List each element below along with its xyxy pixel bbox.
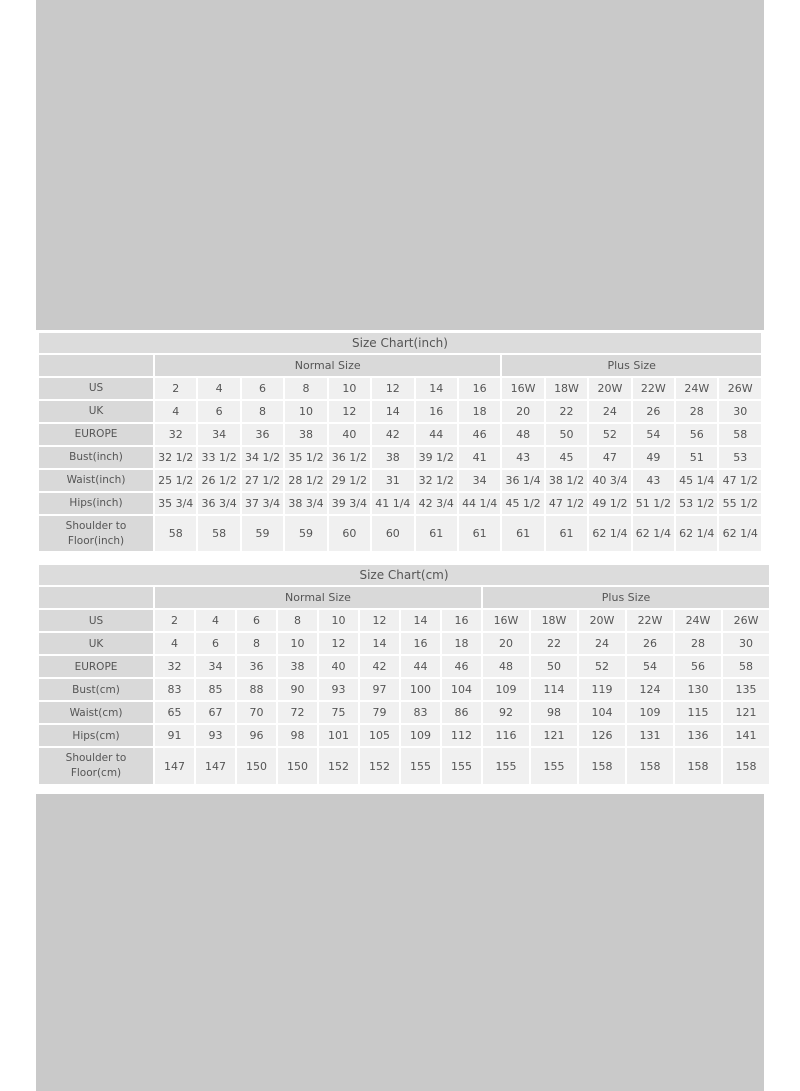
table-cell: 58 <box>155 516 196 551</box>
table-cell: 97 <box>360 679 399 700</box>
table-cell: 34 <box>198 424 239 445</box>
table-cell: 114 <box>531 679 577 700</box>
row-label: UK <box>39 633 153 654</box>
table-cell: 18 <box>442 633 481 654</box>
size-chart-inch-table <box>37 331 763 553</box>
row-label: Bust(cm) <box>39 679 153 700</box>
table-cell: 42 3/4 <box>416 493 457 514</box>
table-cell: 62 1/4 <box>589 516 630 551</box>
table-cell: 115 <box>675 702 721 723</box>
table-cell: 34 <box>196 656 235 677</box>
row-label: Bust(inch) <box>39 447 153 468</box>
table-cell: 58 <box>719 424 761 445</box>
table-cell: 20W <box>589 378 630 399</box>
table-cell: 20W <box>579 610 625 631</box>
table-cell: 47 1/2 <box>546 493 587 514</box>
table-row <box>39 378 761 399</box>
table-cell: 65 <box>155 702 194 723</box>
table-cell: 6 <box>196 633 235 654</box>
table-cell: 48 <box>502 424 543 445</box>
table-cell: 30 <box>719 401 761 422</box>
table-cell: 6 <box>198 401 239 422</box>
table-cell: 93 <box>319 679 358 700</box>
size-chart-cm-title: Size Chart(cm) <box>39 565 769 585</box>
table-cell: 158 <box>579 748 625 783</box>
table-cell: 51 <box>676 447 717 468</box>
corner-cell <box>39 587 153 608</box>
table-cell: 44 1/4 <box>459 493 500 514</box>
table-cell: 41 <box>459 447 500 468</box>
table-cell: 28 <box>676 401 717 422</box>
table-cell: 38 <box>372 447 413 468</box>
table-cell: 91 <box>155 725 194 746</box>
table-cell: 60 <box>329 516 370 551</box>
table-cell: 51 1/2 <box>633 493 674 514</box>
table-cell: 101 <box>319 725 358 746</box>
table-cell: 92 <box>483 702 529 723</box>
table-cell: 100 <box>401 679 440 700</box>
table-cell: 83 <box>401 702 440 723</box>
table-cell: 141 <box>723 725 769 746</box>
table-cell: 24W <box>676 378 717 399</box>
row-label: Shoulder to Floor(cm) <box>39 748 153 783</box>
table-cell: 58 <box>198 516 239 551</box>
table-cell: 36 1/2 <box>329 447 370 468</box>
table-cell: 2 <box>155 378 196 399</box>
table-cell: 147 <box>155 748 194 783</box>
table-cell: 38 <box>285 424 326 445</box>
table-cell: 150 <box>278 748 317 783</box>
row-label: US <box>39 610 153 631</box>
table-cell: 61 <box>546 516 587 551</box>
table-cell: 40 <box>319 656 358 677</box>
table-cell: 109 <box>627 702 673 723</box>
row-label: Hips(cm) <box>39 725 153 746</box>
table-cell: 136 <box>675 725 721 746</box>
table-cell: 44 <box>401 656 440 677</box>
table-cell: 24 <box>579 633 625 654</box>
table-cell: 98 <box>278 725 317 746</box>
table-cell: 46 <box>459 424 500 445</box>
table-cell: 30 <box>723 633 769 654</box>
row-label: UK <box>39 401 153 422</box>
group-header: Plus Size <box>502 355 761 376</box>
table-cell: 8 <box>278 610 317 631</box>
table-cell: 119 <box>579 679 625 700</box>
table-cell: 86 <box>442 702 481 723</box>
table-cell: 61 <box>459 516 500 551</box>
table-cell: 18W <box>546 378 587 399</box>
table-cell: 155 <box>483 748 529 783</box>
table-cell: 12 <box>329 401 370 422</box>
table-cell: 40 <box>329 424 370 445</box>
table-cell: 88 <box>237 679 276 700</box>
table-row <box>39 725 769 746</box>
table-cell: 10 <box>285 401 326 422</box>
corner-cell <box>39 355 153 376</box>
table-cell: 85 <box>196 679 235 700</box>
gray-canvas <box>36 0 764 1091</box>
row-label: Waist(inch) <box>39 470 153 491</box>
table-cell: 79 <box>360 702 399 723</box>
table-cell: 43 <box>633 470 674 491</box>
table-cell: 98 <box>531 702 577 723</box>
table-row <box>39 493 761 514</box>
table-cell: 42 <box>372 424 413 445</box>
table-row <box>39 401 761 422</box>
table-cell: 24 <box>589 401 630 422</box>
row-label: Hips(inch) <box>39 493 153 514</box>
table-cell: 32 1/2 <box>155 447 196 468</box>
table-row <box>39 702 769 723</box>
table-row <box>39 633 769 654</box>
table-cell: 147 <box>196 748 235 783</box>
table-cell: 90 <box>278 679 317 700</box>
table-cell: 6 <box>242 378 283 399</box>
table-cell: 32 <box>155 424 196 445</box>
table-cell: 16 <box>442 610 481 631</box>
table-cell: 16W <box>502 378 543 399</box>
table-cell: 152 <box>319 748 358 783</box>
table-row <box>39 748 769 783</box>
table-cell: 48 <box>483 656 529 677</box>
table-cell: 121 <box>723 702 769 723</box>
table-cell: 62 1/4 <box>633 516 674 551</box>
table-cell: 43 <box>502 447 543 468</box>
table-cell: 61 <box>502 516 543 551</box>
table-cell: 35 1/2 <box>285 447 326 468</box>
table-cell: 36 1/4 <box>502 470 543 491</box>
table-row <box>39 470 761 491</box>
table-cell: 116 <box>483 725 529 746</box>
table-cell: 4 <box>155 633 194 654</box>
table-cell: 67 <box>196 702 235 723</box>
table-cell: 32 1/2 <box>416 470 457 491</box>
table-cell: 70 <box>237 702 276 723</box>
table-cell: 4 <box>196 610 235 631</box>
row-label: Shoulder to Floor(inch) <box>39 516 153 551</box>
table-cell: 45 1/4 <box>676 470 717 491</box>
table-cell: 155 <box>531 748 577 783</box>
table-cell: 59 <box>242 516 283 551</box>
table-cell: 152 <box>360 748 399 783</box>
table-cell: 104 <box>442 679 481 700</box>
table-cell: 12 <box>372 378 413 399</box>
table-cell: 26W <box>723 610 769 631</box>
table-cell: 28 1/2 <box>285 470 326 491</box>
table-cell: 56 <box>676 424 717 445</box>
table-cell: 52 <box>579 656 625 677</box>
table-cell: 22W <box>633 378 674 399</box>
table-cell: 8 <box>285 378 326 399</box>
table-cell: 62 1/4 <box>676 516 717 551</box>
table-row <box>39 424 761 445</box>
table-cell: 83 <box>155 679 194 700</box>
table-cell: 29 1/2 <box>329 470 370 491</box>
table-cell: 47 <box>589 447 630 468</box>
table-cell: 93 <box>196 725 235 746</box>
table-cell: 38 3/4 <box>285 493 326 514</box>
table-cell: 112 <box>442 725 481 746</box>
table-cell: 50 <box>546 424 587 445</box>
table-cell: 4 <box>198 378 239 399</box>
table-cell: 36 3/4 <box>198 493 239 514</box>
table-cell: 54 <box>633 424 674 445</box>
table-cell: 22 <box>531 633 577 654</box>
table-cell: 75 <box>319 702 358 723</box>
table-cell: 2 <box>155 610 194 631</box>
table-cell: 26 1/2 <box>198 470 239 491</box>
table-cell: 61 <box>416 516 457 551</box>
table-cell: 18W <box>531 610 577 631</box>
table-row <box>39 447 761 468</box>
table-cell: 44 <box>416 424 457 445</box>
table-cell: 26 <box>633 401 674 422</box>
table-cell: 45 1/2 <box>502 493 543 514</box>
table-row <box>39 656 769 677</box>
table-cell: 124 <box>627 679 673 700</box>
table-cell: 53 <box>719 447 761 468</box>
table-cell: 6 <box>237 610 276 631</box>
group-header: Normal Size <box>155 355 500 376</box>
row-label: US <box>39 378 153 399</box>
table-cell: 22W <box>627 610 673 631</box>
table-cell: 155 <box>442 748 481 783</box>
table-cell: 36 <box>242 424 283 445</box>
table-cell: 155 <box>401 748 440 783</box>
table-cell: 22 <box>546 401 587 422</box>
table-cell: 27 1/2 <box>242 470 283 491</box>
table-cell: 33 1/2 <box>198 447 239 468</box>
table-cell: 16 <box>416 401 457 422</box>
row-label: EUROPE <box>39 424 153 445</box>
table-row <box>39 516 761 551</box>
table-cell: 121 <box>531 725 577 746</box>
table-cell: 26W <box>719 378 761 399</box>
table-cell: 96 <box>237 725 276 746</box>
table-cell: 45 <box>546 447 587 468</box>
table-cell: 53 1/2 <box>676 493 717 514</box>
table-cell: 18 <box>459 401 500 422</box>
table-cell: 36 <box>237 656 276 677</box>
table-cell: 62 1/4 <box>719 516 761 551</box>
table-cell: 46 <box>442 656 481 677</box>
table-cell: 34 <box>459 470 500 491</box>
table-cell: 56 <box>675 656 721 677</box>
table-cell: 20 <box>483 633 529 654</box>
table-cell: 38 1/2 <box>546 470 587 491</box>
table-cell: 150 <box>237 748 276 783</box>
table-cell: 24W <box>675 610 721 631</box>
row-label: EUROPE <box>39 656 153 677</box>
table-cell: 40 3/4 <box>589 470 630 491</box>
table-cell: 50 <box>531 656 577 677</box>
table-cell: 14 <box>372 401 413 422</box>
table-cell: 12 <box>319 633 358 654</box>
table-cell: 10 <box>278 633 317 654</box>
table-cell: 10 <box>319 610 358 631</box>
table-cell: 60 <box>372 516 413 551</box>
table-row <box>39 679 769 700</box>
table-cell: 20 <box>502 401 543 422</box>
table-cell: 39 3/4 <box>329 493 370 514</box>
size-charts <box>36 330 764 794</box>
table-cell: 47 1/2 <box>719 470 761 491</box>
table-cell: 72 <box>278 702 317 723</box>
table-cell: 109 <box>483 679 529 700</box>
table-cell: 158 <box>723 748 769 783</box>
table-cell: 55 1/2 <box>719 493 761 514</box>
table-cell: 41 1/4 <box>372 493 413 514</box>
table-cell: 28 <box>675 633 721 654</box>
table-cell: 59 <box>285 516 326 551</box>
table-cell: 39 1/2 <box>416 447 457 468</box>
table-cell: 158 <box>627 748 673 783</box>
table-cell: 26 <box>627 633 673 654</box>
table-cell: 10 <box>329 378 370 399</box>
table-cell: 38 <box>278 656 317 677</box>
table-cell: 109 <box>401 725 440 746</box>
table-cell: 4 <box>155 401 196 422</box>
table-cell: 14 <box>401 610 440 631</box>
table-cell: 12 <box>360 610 399 631</box>
table-cell: 34 1/2 <box>242 447 283 468</box>
table-cell: 8 <box>237 633 276 654</box>
table-cell: 35 3/4 <box>155 493 196 514</box>
table-cell: 14 <box>416 378 457 399</box>
table-cell: 52 <box>589 424 630 445</box>
group-header: Normal Size <box>155 587 481 608</box>
table-cell: 49 <box>633 447 674 468</box>
size-chart-cm-table <box>37 563 771 785</box>
size-chart-inch-title: Size Chart(inch) <box>39 333 761 353</box>
table-cell: 16W <box>483 610 529 631</box>
table-row <box>39 610 769 631</box>
row-label: Waist(cm) <box>39 702 153 723</box>
table-cell: 135 <box>723 679 769 700</box>
table-cell: 42 <box>360 656 399 677</box>
table-cell: 126 <box>579 725 625 746</box>
table-cell: 16 <box>459 378 500 399</box>
group-header: Plus Size <box>483 587 769 608</box>
table-cell: 58 <box>723 656 769 677</box>
table-cell: 158 <box>675 748 721 783</box>
table-cell: 54 <box>627 656 673 677</box>
table-cell: 31 <box>372 470 413 491</box>
table-cell: 8 <box>242 401 283 422</box>
table-cell: 105 <box>360 725 399 746</box>
table-cell: 37 3/4 <box>242 493 283 514</box>
table-cell: 104 <box>579 702 625 723</box>
table-cell: 14 <box>360 633 399 654</box>
table-cell: 16 <box>401 633 440 654</box>
table-cell: 32 <box>155 656 194 677</box>
table-cell: 131 <box>627 725 673 746</box>
table-cell: 130 <box>675 679 721 700</box>
table-cell: 25 1/2 <box>155 470 196 491</box>
table-cell: 49 1/2 <box>589 493 630 514</box>
